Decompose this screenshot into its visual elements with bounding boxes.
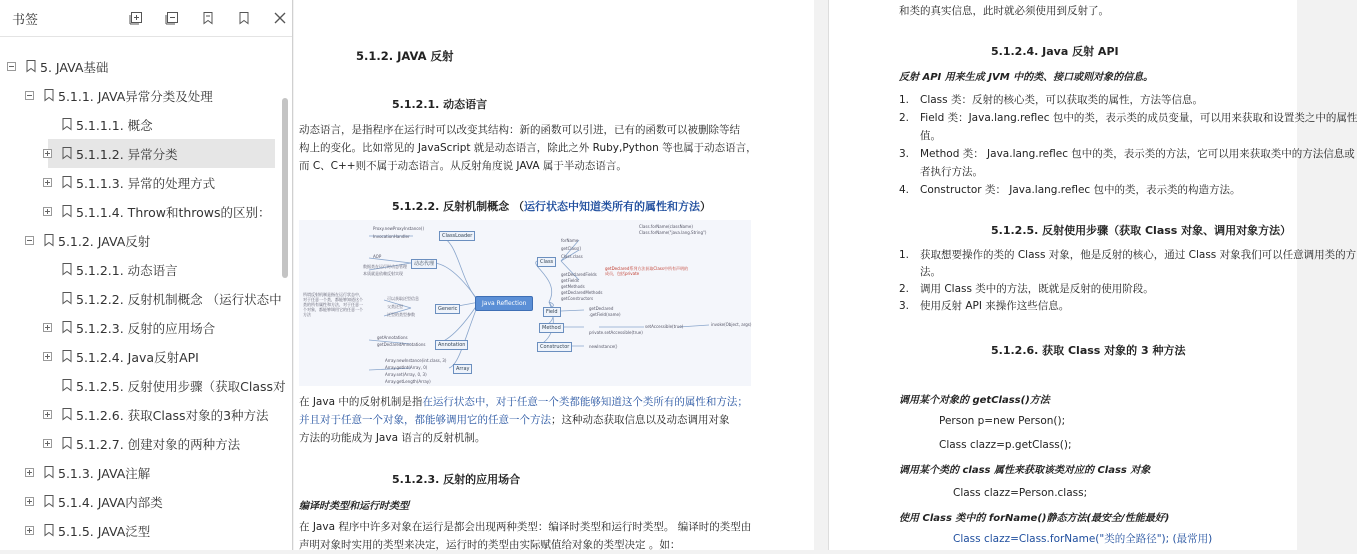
text-run: 在 Java 中的反射机制是指 [299, 396, 423, 408]
bookmark-label: 5.1.1.1. 概念 [76, 117, 153, 133]
bookmark-label: 5.1.2.6. 获取Class对象的3种方法 [76, 407, 269, 423]
bookmark-icon [62, 263, 72, 275]
heading-text: ） [700, 200, 711, 213]
paragraph-line: 声明对象时实用的类型来决定，运行时的类型由实际赋值给对象的类型决定 。如： [299, 539, 681, 551]
mind-map-red-note: getDeclared系列方法获取Class中所有声明的成员，包括private [605, 266, 688, 276]
bookmark-item[interactable] [0, 81, 292, 110]
mind-map-note: getClass() [561, 246, 582, 251]
subheading: 使用 Class 类中的 forName()静态方法(最安全/性能最好) [899, 513, 1170, 524]
expand-icon[interactable] [25, 526, 34, 535]
bookmark-icon [62, 205, 72, 217]
bookmark-item[interactable] [0, 226, 292, 255]
subheading: 反射 API 用来生成 JVM 中的类、接口或则对象的信息。 [899, 72, 1154, 83]
bookmark-item[interactable] [0, 197, 292, 226]
bookmark-label: 5.1.4. JAVA内部类 [58, 494, 163, 510]
list-item-text: Constructor 类： Java.lang.reflec 包中的类，表示类的构造方法。 [920, 184, 1241, 196]
bookmark-item[interactable] [0, 52, 292, 81]
mind-map-side-note: 所谓反射机制是指在运行状态中，对于任意一个类，都能够知道这个类的所有属性和方法，对于任意一个对象，都能够调用它的任意一个方法 [303, 292, 363, 317]
list-item-text: 法。 [920, 266, 941, 278]
bookmark-label: 5.1.1.3. 异常的处理方式 [76, 175, 216, 191]
mind-map-note: InvocationHandler [373, 234, 410, 239]
mind-map-note: Class.forName("java.lang.String") [639, 230, 707, 235]
reflection-mind-map [299, 220, 751, 386]
mind-map-note: .getField(name) [589, 312, 621, 317]
code-line: Class clazz=p.getClass(); [939, 439, 1072, 451]
expand-icon[interactable] [43, 207, 52, 216]
bookmark-item[interactable] [0, 168, 292, 197]
mind-map-note: Proxy.newProxyInstance() [373, 226, 425, 231]
paragraph-line [299, 393, 748, 411]
paragraph-line: 在 Java 程序中许多对象在运行是都会出现两种类型：编译时类型和运行时类型。 编译时的类型由 [299, 521, 752, 533]
mind-map-note: Array.getInt(Array, 0) [385, 365, 428, 370]
mind-map-note: getDeclared [589, 306, 614, 311]
mind-map-note: getDeclaredMethods [561, 290, 603, 295]
mind-map-node: Generic [435, 304, 460, 314]
code-line: Person p=new Person(); [939, 415, 1066, 427]
bookmark-icon [44, 89, 54, 101]
list-item-text: Class 类：反射的核心类，可以获取类的属性，方法等信息。 [920, 94, 1203, 106]
collapse-icon[interactable] [25, 236, 34, 245]
bookmark-label: 5.1.1.2. 异常分类 [76, 146, 178, 162]
mind-map-note: setAccessible(true) [645, 324, 684, 329]
add-bookmark-icon[interactable] [196, 6, 220, 30]
bookmarks-title: 书签 [12, 12, 39, 28]
bookmark-label: 5.1.5. JAVA泛型 [58, 523, 151, 539]
subheading: 调用某个类的 class 属性来获取该类对应的 Class 对象 [899, 465, 1151, 476]
bookmark-icon[interactable] [232, 6, 256, 30]
mind-map-note: newInstance() [589, 344, 618, 349]
mind-map-note: getDeclaredAnnotations [377, 342, 426, 347]
heading-highlight: 运行状态中知道类所有的属性和方法 [524, 200, 700, 213]
list-number: 1. [899, 249, 910, 261]
section-heading-5-1-2-1: 5.1.2.1. 动态语言 [392, 98, 488, 111]
bookmark-item[interactable] [0, 255, 292, 284]
mind-map-node: Method [539, 323, 564, 333]
expand-icon[interactable] [43, 410, 52, 419]
expand-icon[interactable] [25, 497, 34, 506]
collapse-icon[interactable] [25, 91, 34, 100]
bookmark-label: 5.1.1.4. Throw和throws的区别： [76, 204, 271, 220]
expand-icon[interactable] [43, 439, 52, 448]
mind-map-note: Array.getLength(Array) [385, 379, 431, 384]
bookmark-item[interactable] [0, 429, 292, 458]
list-item-text: Method 类： Java.lang.reflec 包中的类，表示类的方法，它可以用来获取类中的方法信息或 [920, 148, 1355, 160]
bookmark-icon [62, 350, 72, 362]
bookmark-icon [44, 466, 54, 478]
bookmark-item[interactable] [0, 400, 292, 429]
sidebar-scrollbar[interactable] [282, 98, 288, 278]
list-item-text: 获取想要操作的类的 Class 对象，他是反射的核心，通过 Class 对象我们可以任意调用类的方 [920, 249, 1357, 261]
bookmark-label: 5.1.2.1. 动态语言 [76, 262, 178, 278]
text-highlight: 并且对于任意一个对象，都能够调用它的任意一个方法 [299, 414, 551, 426]
bookmark-label: 5.1.2.2. 反射机制概念 （运行状态中 [76, 291, 282, 307]
bookmark-icon [62, 292, 72, 304]
list-number: 2. [899, 283, 910, 295]
expand-icon[interactable] [43, 352, 52, 361]
bookmark-label: 5.1.1. JAVA异常分类及处理 [58, 88, 213, 104]
bookmark-label: 5.1.2.4. Java反射API [76, 349, 199, 365]
list-item-text: 使用反射 API 来操作这些信息。 [920, 300, 1070, 312]
expand-icon[interactable] [43, 323, 52, 332]
bookmarks-header [0, 0, 292, 37]
bookmark-icon [62, 176, 72, 188]
mind-map-note: getConstructors [561, 296, 594, 301]
bookmark-item[interactable] [0, 313, 292, 342]
bookmark-icon [26, 60, 36, 72]
bookmark-icon [62, 379, 72, 391]
bookmark-icon [62, 321, 72, 333]
section-heading-5-1-2: 5.1.2. JAVA 反射 [356, 49, 454, 63]
list-number: 2. [899, 112, 910, 124]
mind-map-note: 可以获取泛型信息 [387, 296, 419, 301]
collapse-all-icon[interactable] [160, 6, 184, 30]
paragraph-line [299, 411, 730, 429]
bookmark-item[interactable] [0, 487, 292, 516]
document-page-left [294, 0, 814, 550]
code-line: Class clazz=Class.forName("类的全路径"); (最常用) [953, 533, 1213, 545]
mind-map-note: getDeclaredFields [561, 272, 597, 277]
mind-map-note: 父类泛型 [387, 304, 403, 309]
bookmark-label: 5. JAVA基础 [40, 59, 109, 75]
bookmark-item[interactable] [0, 342, 292, 371]
mind-map-note: Array.set(Array, 0, 3) [385, 372, 427, 377]
mind-map-note: 数据类在运行时动态管理 [363, 264, 407, 269]
mind-map-note: Array.newInstance(int.class, 3) [385, 358, 447, 363]
text-run: ；这种动态获取信息以及动态调用对象 [551, 414, 730, 426]
paragraph-line: 动态语言，是指程序在运行时可以改变其结构：新的函数可以引进，已有的函数可以被删除等结 [299, 124, 740, 136]
bookmark-icon [44, 524, 54, 536]
mind-map-node: Constructor [537, 342, 572, 352]
mind-map-note: getAnnotations [377, 335, 408, 340]
mind-map-note: invoke(Object, args) [711, 322, 752, 327]
mind-map-note: AOP [373, 254, 382, 259]
mind-map-note: forName [561, 238, 579, 243]
paragraph-line: 方法的功能成为 Java 语言的反射机制。 [299, 432, 486, 444]
mind-map-node: Annotation [435, 340, 468, 350]
mind-map-note: 本质就是依赖反射实现 [363, 271, 403, 276]
bookmark-icon [62, 408, 72, 420]
expand-icon[interactable] [43, 178, 52, 187]
mind-map-node: Field [543, 307, 561, 317]
bookmark-label: 5.1.2.7. 创建对象的两种方法 [76, 436, 241, 452]
paragraph-line: 构上的变化。比如常见的 JavaScript 就是动态语言，除此之外 Ruby,Python 等也属于动态语言， [299, 142, 757, 154]
list-item-text: 值。 [920, 130, 941, 142]
bookmark-label: 5.1.2.5. 反射使用步骤（获取Class对 [76, 378, 286, 394]
section-heading-5-1-2-5: 5.1.2.5. 反射使用步骤（获取 Class 对象、调用对象方法） [991, 224, 1292, 237]
bookmark-item[interactable] [0, 371, 292, 400]
section-heading-5-1-2-3: 5.1.2.3. 反射的应用场合 [392, 473, 521, 486]
subheading: 调用某个对象的 getClass()方法 [899, 395, 1050, 406]
bookmark-item[interactable] [0, 458, 292, 487]
bookmark-tree [0, 52, 292, 545]
collapse-icon[interactable] [7, 62, 16, 71]
heading-text: 5.1.2.2. 反射机制概念 （ [392, 200, 524, 213]
document-page-right [828, 0, 1357, 550]
bookmark-icon [62, 118, 72, 130]
list-number: 4. [899, 184, 910, 196]
bookmark-label: 5.1.2.3. 反射的应用场合 [76, 320, 216, 336]
bookmark-icon [62, 437, 72, 449]
mind-map-note: getFields [561, 278, 579, 283]
bookmarks-panel [0, 0, 293, 550]
expand-icon[interactable] [25, 468, 34, 477]
expand-all-icon[interactable] [124, 6, 148, 30]
mind-map-note: getMethods [561, 284, 585, 289]
list-number: 3. [899, 148, 910, 160]
mind-map-node: Class [537, 257, 556, 267]
paragraph-line: 和类的真实信息，此时就必须使用到反射了。 [899, 5, 1109, 17]
bookmark-item[interactable] [0, 110, 292, 139]
mind-map-note: 泛型的类型参数 [387, 312, 415, 317]
bookmark-label: 5.1.2. JAVA反射 [58, 233, 151, 249]
bookmark-item[interactable] [0, 284, 292, 313]
text-highlight: 在运行状态中，对于任意一个类都能够知道这个类所有的属性和方法； [422, 396, 748, 408]
paragraph-line: 而 C、C++则不属于动态语言。从反射角度说 JAVA 属于半动态语言。 [299, 160, 627, 172]
mind-map-note: Class.class [561, 254, 583, 259]
list-number: 3. [899, 300, 910, 312]
list-item-text: 者执行方法。 [920, 166, 983, 178]
section-heading-5-1-2-2 [392, 198, 711, 216]
expand-icon[interactable] [43, 149, 52, 158]
section-heading-5-1-2-4: 5.1.2.4. Java 反射 API [991, 45, 1119, 58]
mind-map-node: 动态代理 [411, 259, 437, 269]
mind-map-center: Java Reflection [475, 296, 533, 311]
list-item-text: Field 类：Java.lang.reflec 包中的类，表示类的成员变量，可以用来获取和设置类之中的属性 [920, 112, 1357, 124]
close-icon[interactable] [268, 6, 292, 30]
list-number: 1. [899, 94, 910, 106]
mind-map-note: private.setAccessible(true) [589, 330, 643, 335]
bookmark-item[interactable] [0, 516, 292, 545]
section-heading-5-1-2-6: 5.1.2.6. 获取 Class 对象的 3 种方法 [991, 344, 1186, 357]
mind-map-node: Array [453, 364, 472, 374]
code-line: Class clazz=Person.class; [953, 487, 1088, 499]
subheading: 编译时类型和运行时类型 [299, 501, 409, 512]
mind-map-node: ClassLoader [439, 231, 475, 241]
bookmark-icon [44, 495, 54, 507]
bookmark-icon [44, 234, 54, 246]
list-item-text: 调用 Class 类中的方法，既就是反射的使用阶段。 [920, 283, 1154, 295]
mind-map-note: Class.forName(className) [639, 224, 693, 229]
bookmark-item[interactable] [0, 139, 292, 168]
bookmark-label: 5.1.3. JAVA注解 [58, 465, 151, 481]
bookmark-icon [62, 147, 72, 159]
